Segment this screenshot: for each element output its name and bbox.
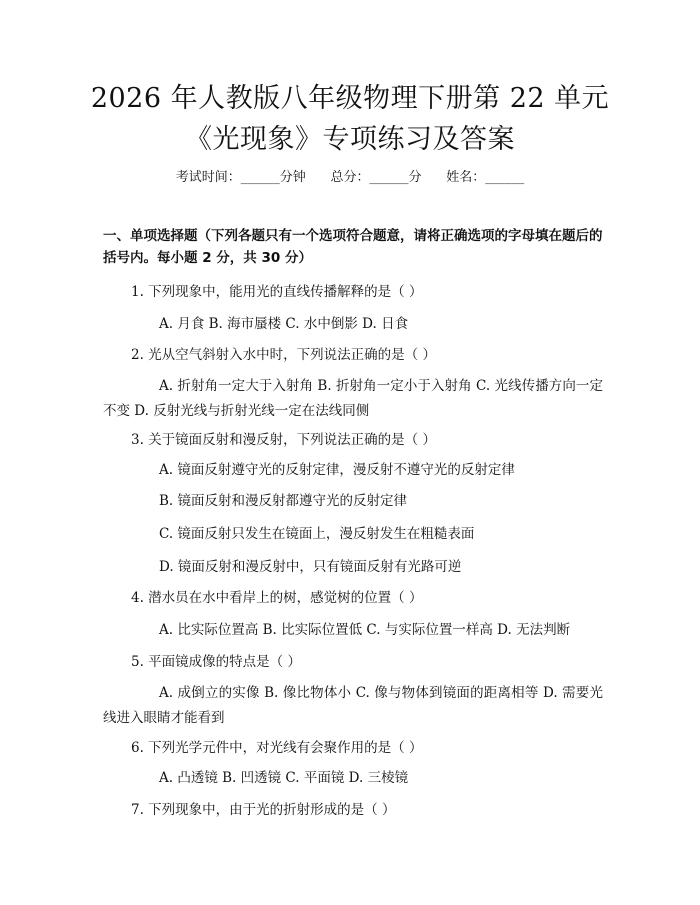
document-title-line1: 2026 年人教版八年级物理下册第 22 单元 [90, 83, 610, 114]
question-3-option-a: A. 镜面反射遵守光的反射定律，漫反射不遵守光的反射定律 [159, 462, 515, 478]
question-5-options: A. 成倒立的实像 B. 像比物体小 C. 像与物体到镜面的距离相等 D. 需要光线进入眼睛才能看到 [103, 685, 603, 726]
section-heading: 一、单项选择题（下列各题只有一个选项符合题意，请将正确选项的字母填在题后的括号内。每小题 2 分，共 30 分） [103, 228, 603, 266]
question-6-options: A. 凸透镜 B. 凹透镜 C. 平面镜 D. 三棱镜 [159, 770, 409, 786]
question-1-options: A. 月食 B. 海市蜃楼 C. 水中倒影 D. 日食 [159, 316, 409, 332]
question-2-options: A. 折射角一定大于入射角 B. 折射角一定小于入射角 C. 光线传播方向一定不变 D. 反射光线与折射光线一定在法线同侧 [103, 378, 603, 419]
exam-info: 考试时间：______分钟 总分：______分 姓名：______ [175, 170, 525, 185]
question-4-options: A. 比实际位置高 B. 比实际位置低 C. 与实际位置一样高 D. 无法判断 [159, 622, 571, 638]
question-1: 1. 下列现象中，能用光的直线传播解释的是（ ） [131, 284, 423, 300]
document-title-line2: 《光现象》专项练习及答案 [185, 124, 515, 155]
question-3-option-b: B. 镜面反射和漫反射都遵守光的反射定律 [159, 493, 408, 509]
question-3: 3. 关于镜面反射和漫反射，下列说法正确的是（ ） [131, 432, 436, 448]
question-4: 4. 潜水员在水中看岸上的树，感觉树的位置（ ） [131, 590, 423, 606]
question-2: 2. 光从空气斜射入水中时，下列说法正确的是（ ） [131, 347, 436, 363]
question-7: 7. 下列现象中，由于光的折射形成的是（ ） [131, 802, 396, 818]
question-5: 5. 平面镜成像的特点是（ ） [131, 654, 301, 670]
question-3-option-d: D. 镜面反射和漫反射中，只有镜面反射有光路可逆 [159, 559, 462, 575]
question-3-option-c: C. 镜面反射只发生在镜面上，漫反射发生在粗糙表面 [159, 526, 475, 542]
question-6: 6. 下列光学元件中，对光线有会聚作用的是（ ） [131, 740, 423, 756]
